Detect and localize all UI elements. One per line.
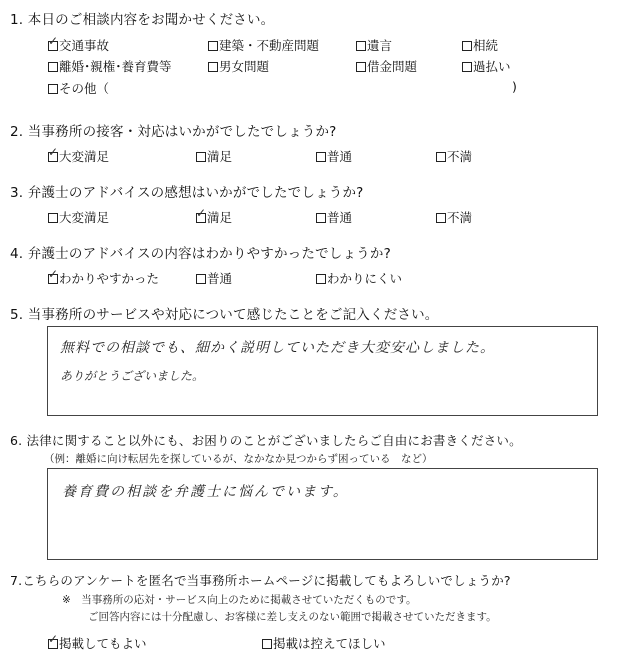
q6-question: 6. 法律に関すること以外にも、お困りのことがございましたらご自由にお書きください。 [10, 433, 522, 448]
q1-checkbox-construction[interactable] [208, 41, 218, 51]
q1-label-divorce: 離婚･親権･養育費等 [59, 59, 172, 74]
q1-label-overpayment: 過払い [473, 59, 511, 74]
q1-checkbox-will[interactable] [356, 41, 366, 51]
q4-checkbox-easy[interactable] [48, 267, 59, 284]
q5-answer-box[interactable] [47, 326, 598, 416]
q1-label-inheritance: 相続 [473, 38, 499, 53]
q4-checkbox-hard[interactable] [316, 274, 326, 284]
check-mark-icon: ✓ [196, 206, 207, 220]
q6-answer-text: 養育費の相談を弁護士に悩んでいます。 [62, 484, 349, 500]
q2-label-normal: 普通 [327, 149, 353, 164]
q2-checkbox-dissatisfied[interactable] [436, 152, 446, 162]
q7-note-1: ※ 当事務所の応対・サービス向上のために掲載させていただくものです。 [62, 594, 417, 606]
q1-label-construction: 建築・不動産問題 [219, 38, 320, 53]
q1-label-will: 遺言 [367, 38, 393, 53]
q1-option-will[interactable] [356, 36, 392, 54]
check-mark-icon: ✓ [48, 632, 59, 646]
q7-note-2: ご回答内容には十分配慮し、お客様に差し支えのない範囲で掲載させていただきます。 [88, 611, 497, 623]
q2-checkbox-satisfied[interactable] [196, 152, 206, 162]
q7-checkbox-decline[interactable] [262, 639, 272, 649]
check-mark-icon: ✓ [48, 267, 59, 281]
q2-checkbox-normal[interactable] [316, 152, 326, 162]
q4-label-easy: わかりやすかった [59, 271, 160, 286]
check-mark-icon: ✓ [48, 34, 59, 48]
q1-option-other[interactable] [48, 79, 109, 97]
q2-question: 2. 当事務所の接客・対応はいかがでしたでしょうか? [10, 124, 337, 140]
q7-checkbox-allow[interactable] [48, 632, 59, 649]
q3-checkbox-satisfied[interactable] [196, 206, 207, 223]
q1-checkbox-divorce[interactable] [48, 62, 58, 72]
q3-checkbox-very-satisfied[interactable] [48, 213, 58, 223]
q3-option-normal[interactable] [316, 208, 352, 226]
q1-label-gender: 男女問題 [219, 59, 270, 74]
q5-answer-line1: 無料での相談でも、細かく説明していただき大変安心しました。 [60, 340, 495, 356]
q2-option-normal[interactable] [316, 147, 352, 165]
q4-question: 4. 弁護士のアドバイスの内容はわかりやすかったでしょうか? [10, 246, 391, 262]
q2-label-dissatisfied: 不満 [447, 149, 473, 164]
q1-other-close-paren: ) [512, 79, 517, 94]
q1-checkbox-debt[interactable] [356, 62, 366, 72]
q4-option-normal[interactable] [196, 269, 232, 287]
q7-option-allow[interactable] [48, 634, 147, 652]
check-mark-icon: ✓ [48, 145, 59, 159]
q3-option-satisfied[interactable] [196, 208, 232, 226]
q1-option-gender[interactable] [208, 57, 269, 75]
q1-label-debt: 借金問題 [367, 59, 418, 74]
q1-checkbox-overpayment[interactable] [462, 62, 472, 72]
q5-question: 5. 当事務所のサービスや対応について感じたことをご記入ください。 [10, 307, 439, 323]
q4-option-hard[interactable] [316, 269, 402, 287]
q7-label-allow: 掲載してもよい [59, 636, 147, 651]
q1-option-debt[interactable] [356, 57, 417, 75]
q5-answer-line2: ありがとうございました。 [60, 369, 205, 383]
q4-label-hard: わかりにくい [327, 271, 403, 286]
q3-checkbox-dissatisfied[interactable] [436, 213, 446, 223]
q3-label-very-satisfied: 大変満足 [59, 210, 110, 225]
q1-option-overpayment[interactable] [462, 57, 511, 75]
q3-label-satisfied: 満足 [207, 210, 233, 225]
q1-checkbox-other[interactable] [48, 84, 58, 94]
q1-checkbox-traffic[interactable] [48, 34, 59, 51]
q2-option-satisfied[interactable] [196, 147, 232, 165]
q1-option-traffic[interactable] [48, 36, 109, 54]
q2-label-very-satisfied: 大変満足 [59, 149, 110, 164]
q3-label-dissatisfied: 不満 [447, 210, 473, 225]
q2-label-satisfied: 満足 [207, 149, 233, 164]
q1-option-construction[interactable] [208, 36, 319, 54]
q4-label-normal: 普通 [207, 271, 233, 286]
q1-checkbox-inheritance[interactable] [462, 41, 472, 51]
q4-option-easy[interactable] [48, 269, 159, 287]
q7-option-decline[interactable] [262, 634, 386, 652]
q1-label-traffic: 交通事故 [59, 38, 110, 53]
q2-option-very-satisfied[interactable] [48, 147, 109, 165]
q3-option-very-satisfied[interactable] [48, 208, 109, 226]
q4-checkbox-normal[interactable] [196, 274, 206, 284]
q7-label-decline: 掲載は控えてほしい [273, 636, 386, 651]
q1-question: 1. 本日のご相談内容をお聞かせください。 [10, 12, 275, 28]
q3-question: 3. 弁護士のアドバイスの感想はいかがでしたでしょうか? [10, 185, 364, 201]
q2-option-dissatisfied[interactable] [436, 147, 472, 165]
q6-answer-box[interactable] [47, 468, 598, 560]
q1-option-inheritance[interactable] [462, 36, 498, 54]
q3-checkbox-normal[interactable] [316, 213, 326, 223]
q6-example: （例：離婚に向け転居先を探しているが、なかなか見つからず困っている など） [44, 453, 433, 465]
q3-label-normal: 普通 [327, 210, 353, 225]
q1-option-divorce[interactable] [48, 57, 172, 75]
q2-checkbox-very-satisfied[interactable] [48, 145, 59, 162]
q3-option-dissatisfied[interactable] [436, 208, 472, 226]
q7-question: 7.こちらのアンケートを匿名で当事務所ホームページに掲載してもよろしいでしょうか? [10, 573, 511, 588]
q1-label-other: その他（ [59, 81, 110, 96]
q1-checkbox-gender[interactable] [208, 62, 218, 72]
